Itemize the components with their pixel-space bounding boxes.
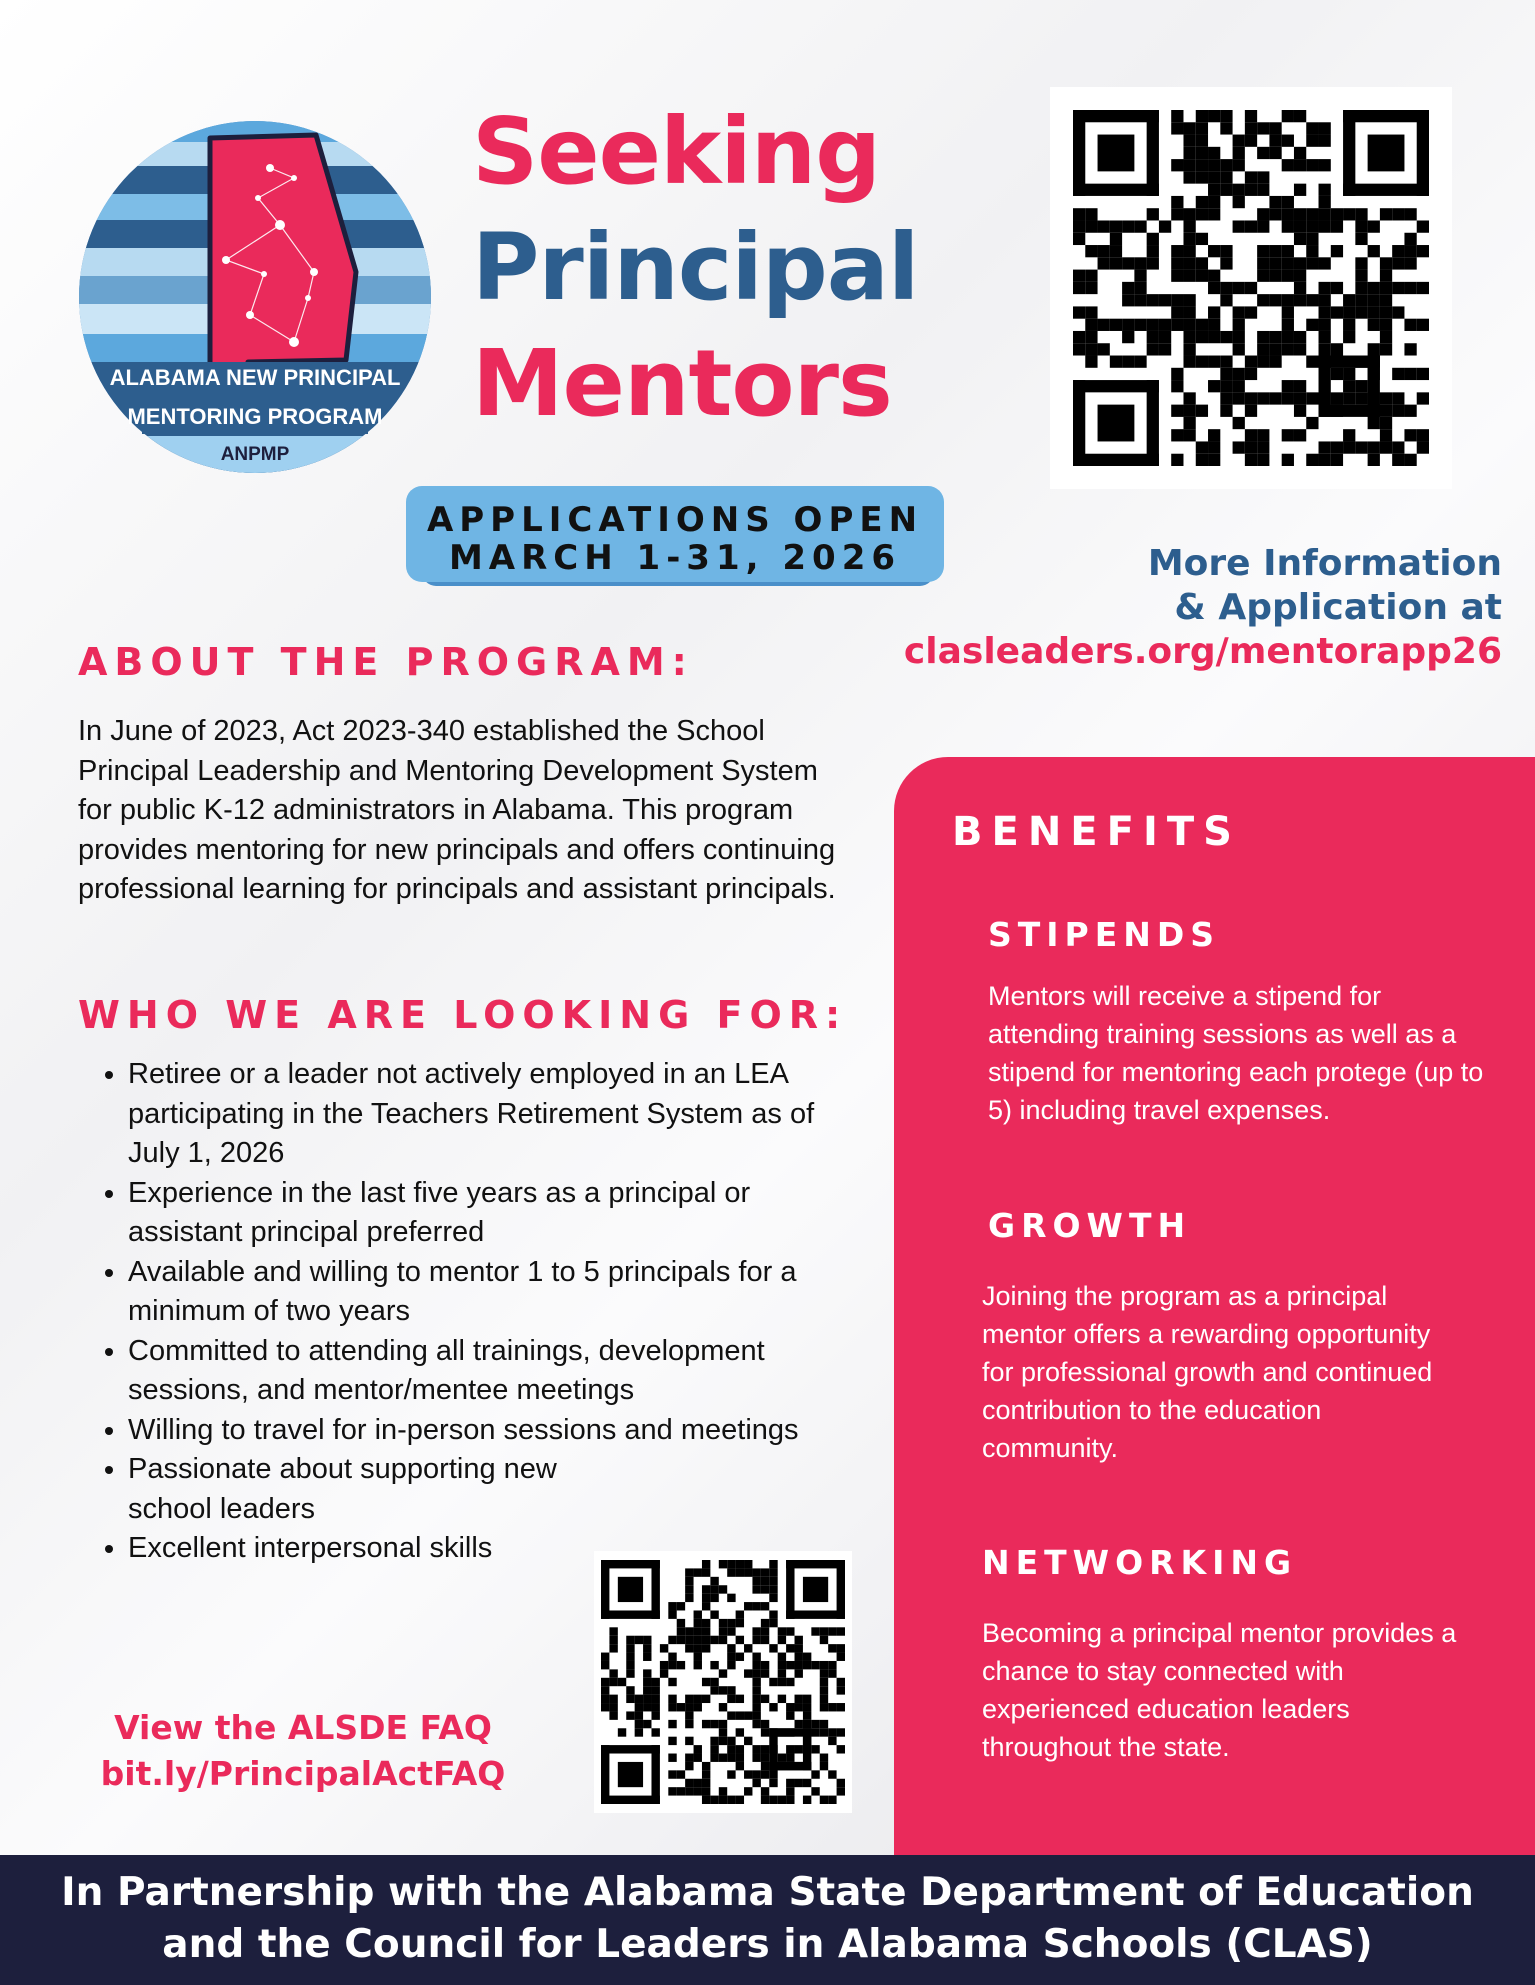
faq-link[interactable]: bit.ly/PrincipalActFAQ <box>100 1754 506 1793</box>
more-info-line-1: More Information <box>1147 543 1502 584</box>
list-item: • Retiree or a leader not actively employed in an LEA participating in the Teachers Retirement System as of July 1, 2026 <box>128 1055 868 1174</box>
title-seeking: Seeking <box>472 98 881 205</box>
logo-line-1: ALABAMA NEW PRINCIPAL <box>109 365 401 390</box>
networking-text: Becoming a principal mentor provides a chance to stay connected with experienced education leaders throughout the state. <box>982 1618 1457 1762</box>
qr-code-icon[interactable] <box>594 1551 852 1813</box>
networking-heading: NETWORKING <box>982 1543 1298 1582</box>
more-info-line-2: & Application at <box>1174 587 1502 628</box>
logo-line-2: MENTORING PROGRAM <box>127 404 383 429</box>
list-item: • Committed to attending all trainings, development sessions, and mentor/mentee meetings <box>128 1332 868 1411</box>
who-heading: WHO WE ARE LOOKING FOR: <box>78 993 848 1037</box>
stipends-text: Mentors will receive a stipend for attending training sessions as well as a stipend for mentoring each protege (up to 5) including travel expenses. <box>988 981 1484 1125</box>
footer-line-1: In Partnership with the Alabama State Department of Education <box>61 1870 1474 1915</box>
list-item: • Available and willing to mentor 1 to 5 principals for a minimum of two years <box>128 1253 868 1332</box>
list-item: • Passionate about supporting new school leaders <box>128 1450 568 1529</box>
qr-code-icon[interactable] <box>1050 87 1452 489</box>
growth-text: Joining the program as a principal mentor offers a rewarding opportunity for professional growth and continued contribution to the education community. <box>982 1281 1433 1463</box>
criteria-list <box>90 1055 868 1569</box>
about-heading: ABOUT THE PROGRAM: <box>78 640 694 684</box>
benefits-heading: BENEFITS <box>952 809 1241 855</box>
faq-label: View the ALSDE FAQ <box>114 1708 492 1747</box>
application-link[interactable]: clasleaders.org/mentorapp26 <box>903 631 1502 672</box>
list-item: • Willing to travel for in-person sessions and meetings <box>128 1411 868 1451</box>
applications-open-text: APPLICATIONS OPEN <box>426 500 924 540</box>
anpmp-logo <box>78 120 432 474</box>
growth-heading: GROWTH <box>988 1206 1192 1245</box>
list-item: • Excellent interpersonal skills <box>128 1529 568 1569</box>
title-principal: Principal <box>472 214 919 321</box>
benefits-panel <box>894 757 1535 1855</box>
footer-banner <box>0 1855 1535 1985</box>
footer-line-2: and the Council for Leaders in Alabama Schools (CLAS) <box>162 1922 1373 1967</box>
title-mentors: Mentors <box>472 330 892 437</box>
about-text: In June of 2023, Act 2023-340 established the School Principal Leadership and Mentoring Development System for public K-12 administrators in Alabama. This program provides mentoring for new principals and offers continuing professional learning for principals and assistant principals. <box>78 715 836 905</box>
applications-open-badge <box>406 486 944 592</box>
stipends-heading: STIPENDS <box>988 915 1221 954</box>
list-item: • Experience in the last five years as a principal or assistant principal preferred <box>128 1174 868 1253</box>
logo-line-3: ANPMP <box>220 444 290 465</box>
application-dates-text: MARCH 1-31, 2026 <box>448 538 902 578</box>
